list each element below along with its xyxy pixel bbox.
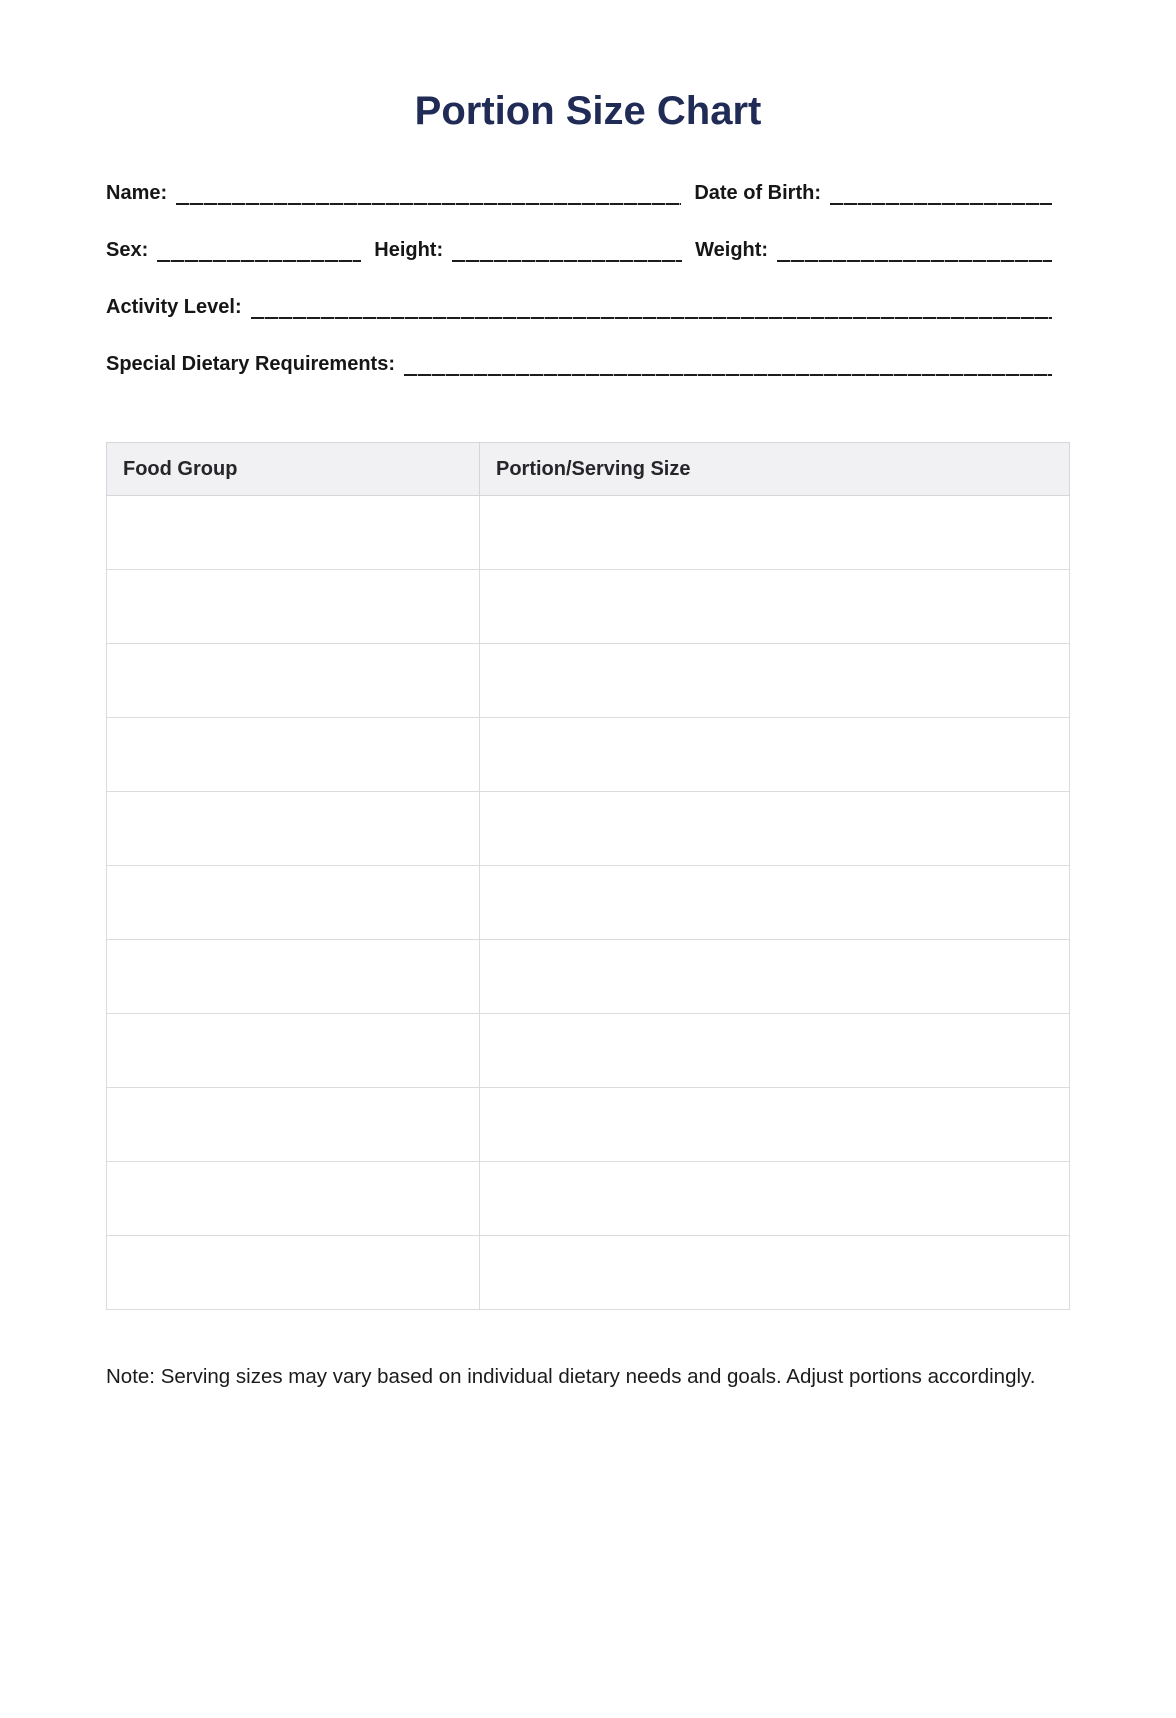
table-row xyxy=(107,1014,1070,1088)
portion-serving-size-cell[interactable] xyxy=(480,1088,1070,1162)
activity-level-line[interactable] xyxy=(251,299,1052,319)
special-dietary-requirements-line[interactable] xyxy=(404,356,1052,376)
weight-label: Weight: xyxy=(695,239,769,261)
table-row xyxy=(107,1088,1070,1162)
table-row xyxy=(107,718,1070,792)
portion-size-table xyxy=(106,442,1070,1310)
form-row-sex-height-weight xyxy=(106,238,1070,262)
sex-label: Sex: xyxy=(106,239,149,261)
table-header-row xyxy=(107,443,1070,496)
portion-serving-size-cell[interactable] xyxy=(480,570,1070,644)
date-of-birth-label: Date of Birth: xyxy=(694,182,821,204)
column-header-food-group: Food Group xyxy=(107,443,480,496)
note-text: Note: Serving sizes may vary based on individual dietary needs and goals. Adjust portions accordingly. xyxy=(106,1365,1036,1388)
height-label: Height: xyxy=(374,239,444,261)
food-group-cell[interactable] xyxy=(107,1236,480,1310)
portion-table-body xyxy=(107,496,1070,1310)
sex-line[interactable] xyxy=(157,242,361,262)
table-row xyxy=(107,570,1070,644)
table-row xyxy=(107,496,1070,570)
weight-line[interactable] xyxy=(777,242,1052,262)
table-row xyxy=(107,866,1070,940)
name-line[interactable] xyxy=(176,185,681,205)
portion-serving-size-cell[interactable] xyxy=(480,1162,1070,1236)
special-dietary-requirements-label: Special Dietary Requirements: xyxy=(106,353,395,375)
food-group-cell[interactable] xyxy=(107,570,480,644)
table-row xyxy=(107,1236,1070,1310)
column-header-portion-serving-size: Portion/Serving Size xyxy=(480,443,1070,496)
food-group-cell[interactable] xyxy=(107,1014,480,1088)
page-title: Portion Size Chart xyxy=(414,89,762,133)
portion-serving-size-cell[interactable] xyxy=(480,644,1070,718)
table-row xyxy=(107,792,1070,866)
food-group-cell[interactable] xyxy=(107,866,480,940)
table-row xyxy=(107,940,1070,1014)
height-line[interactable] xyxy=(452,242,682,262)
portion-serving-size-cell[interactable] xyxy=(480,940,1070,1014)
table-row xyxy=(107,644,1070,718)
food-group-cell[interactable] xyxy=(107,496,480,570)
portion-serving-size-cell[interactable] xyxy=(480,866,1070,940)
portion-serving-size-cell[interactable] xyxy=(480,1236,1070,1310)
portion-serving-size-cell[interactable] xyxy=(480,1014,1070,1088)
activity-level-label: Activity Level: xyxy=(106,296,242,318)
name-label: Name: xyxy=(106,182,168,204)
date-of-birth-line[interactable] xyxy=(830,185,1052,205)
food-group-cell[interactable] xyxy=(107,1162,480,1236)
form-row-special-dietary-requirements xyxy=(106,352,1070,376)
food-group-cell[interactable] xyxy=(107,718,480,792)
portion-size-chart-document xyxy=(0,88,1176,1390)
form-row-name-dob xyxy=(106,181,1070,205)
table-row xyxy=(107,1162,1070,1236)
food-group-cell[interactable] xyxy=(107,644,480,718)
portion-serving-size-cell[interactable] xyxy=(480,718,1070,792)
food-group-cell[interactable] xyxy=(107,792,480,866)
portion-serving-size-cell[interactable] xyxy=(480,792,1070,866)
food-group-cell[interactable] xyxy=(107,1088,480,1162)
portion-serving-size-cell[interactable] xyxy=(480,496,1070,570)
food-group-cell[interactable] xyxy=(107,940,480,1014)
form-row-activity-level xyxy=(106,295,1070,319)
